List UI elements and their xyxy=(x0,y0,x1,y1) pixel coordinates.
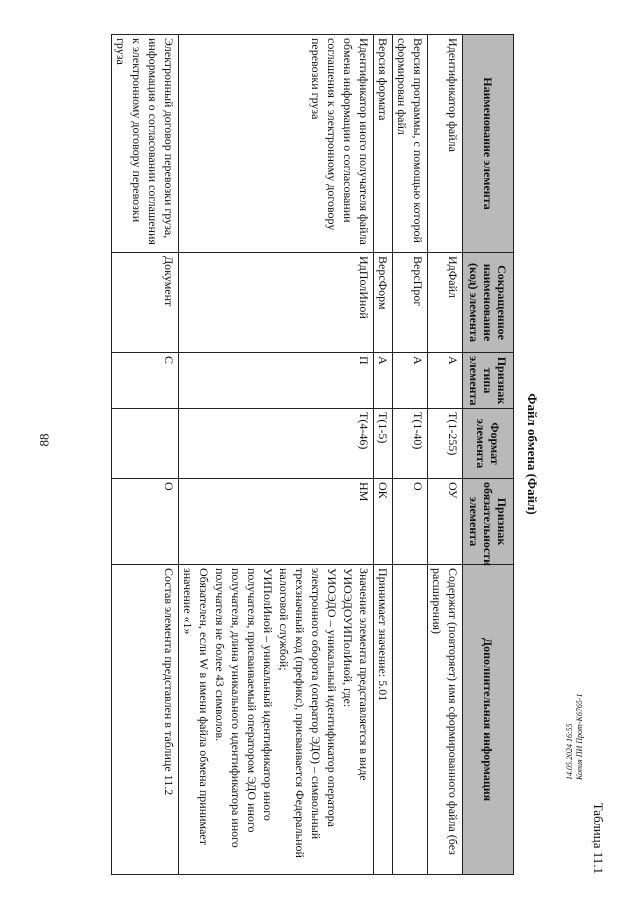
cell-required: О xyxy=(393,479,428,565)
info-line: УИОЭДО – уникальный идентификатор оператора электронного оборота (оператор ЭДО) – символьный трехзначный код (префикс), присваивается Федеральной налоговой службой; xyxy=(277,568,339,858)
cell-name: Версия программы, с помощью которой сформирован файл xyxy=(393,35,428,253)
cell-info xyxy=(112,565,179,875)
cell-required: О xyxy=(112,479,179,565)
stamp-text: Копия ПИ Прот-K6765-1 xyxy=(575,693,585,780)
table-row xyxy=(374,35,393,875)
cell-type: П xyxy=(179,353,374,409)
stamp-date: 14.05.2024 16:55 xyxy=(565,723,574,780)
cell-name: Электронный договор перевозки груза, информация о согласовании соглашения к электронному договору перевозки груза xyxy=(112,35,179,253)
info-line: Принимает значение: 5.01 xyxy=(376,568,390,702)
cell-code: ВерсПрог xyxy=(393,253,428,353)
cell-format: T(4-46) xyxy=(179,409,374,479)
cell-required: ОК xyxy=(374,479,393,565)
header-info: Дополнительная информация xyxy=(463,565,514,875)
table-label: Таблица 11.1 xyxy=(591,802,606,874)
cell-required: ОУ xyxy=(428,479,463,565)
cell-type: А xyxy=(393,353,428,409)
info-line: УИПолИной – уникальный идентификатор иного получателя, присваиваемый оператором ЭДО иного получателя, длина уникального идентификатора иного получателя не более 43 символов. xyxy=(213,568,275,848)
cell-name: Идентификатор файла xyxy=(428,35,463,253)
cell-code: Документ xyxy=(112,253,179,353)
info-line: Содержит (повторяет) имя сформированного файла (без расширения) xyxy=(430,568,460,855)
cell-code: ИдПолИной xyxy=(179,253,374,353)
element-table xyxy=(111,34,514,875)
cell-type: С xyxy=(112,353,179,409)
info-line: Состав элемента представлен в таблице 11.2 xyxy=(162,568,176,796)
cell-code: ИдФайл xyxy=(428,253,463,353)
table-row xyxy=(112,35,179,875)
cell-info xyxy=(393,565,428,875)
cell-info xyxy=(428,565,463,875)
cell-code: ВерсФорм xyxy=(374,253,393,353)
header-format: Формат элемента xyxy=(463,409,514,479)
info-line: Обязателен, если W в имени файла обмена принимает значение «1» xyxy=(181,568,211,845)
table-row xyxy=(179,35,374,875)
rotated-content xyxy=(114,34,606,874)
cell-name: Идентификатор иного получателя файла обмена информации о согласовании соглашения к электронному договору перевозки груза xyxy=(179,35,374,253)
info-line: Значение элемента представляется в виде УИОЭДОУИПолИной, где: xyxy=(341,568,371,781)
table-header-row xyxy=(463,35,514,875)
header-type: Признак типа элемента xyxy=(463,353,514,409)
page-number: 88 xyxy=(36,433,52,447)
cell-type: А xyxy=(428,353,463,409)
cell-format: T(1-5) xyxy=(374,409,393,479)
cell-format xyxy=(112,409,179,479)
header-code: Сокращенное наименование (код) элемента xyxy=(463,253,514,353)
header-name: Наименование элемента xyxy=(463,35,514,253)
cell-info xyxy=(179,565,374,875)
cell-type: А xyxy=(374,353,393,409)
cell-format: T(1-40) xyxy=(393,409,428,479)
cell-format: T(1-255) xyxy=(428,409,463,479)
table-caption: Файл обмена (Файл) xyxy=(525,393,540,515)
cell-info xyxy=(374,565,393,875)
cell-name: Версия формата xyxy=(374,35,393,253)
table-row xyxy=(393,35,428,875)
table-row xyxy=(428,35,463,875)
header-required: Признак обязательности элемента xyxy=(463,479,514,565)
cell-required: НМ xyxy=(179,479,374,565)
